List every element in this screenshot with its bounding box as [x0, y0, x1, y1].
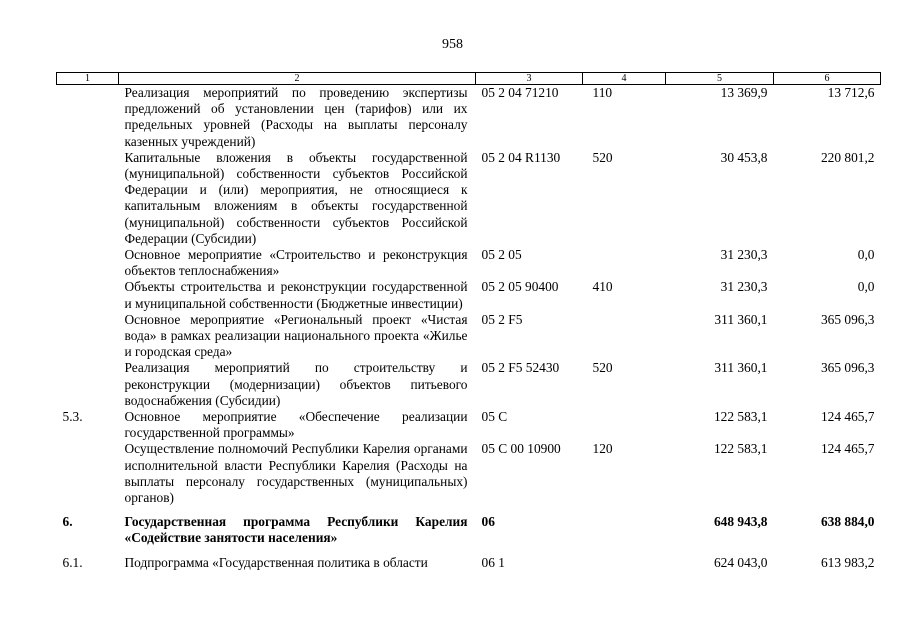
row-name: Государственная программа Республики Карелия «Содействие занятости населения» [124, 514, 468, 546]
row-year-1-amount: 122 583,1 [713, 409, 768, 425]
column-header-expense-type: 4 [583, 73, 666, 85]
table-row [57, 441, 881, 506]
row-year-2-amount: 0,0 [857, 247, 875, 263]
row-number [57, 312, 119, 361]
row-code: 05 2 05 [481, 247, 522, 263]
row-year-1-amount: 31 230,3 [720, 279, 768, 295]
row-name: Основное мероприятие «Обеспечение реализации государственной программы» [124, 409, 468, 441]
row-number: 5.3. [62, 409, 83, 425]
row-year-2-amount: 0,0 [857, 279, 875, 295]
table-row [57, 409, 881, 441]
row-year-2-amount: 365 096,3 [820, 360, 875, 376]
column-header-year-1-amount: 5 [666, 73, 774, 85]
row-number: 6. [62, 514, 73, 530]
row-number [57, 247, 119, 279]
table-row [57, 85, 881, 150]
row-expense-type: 520 [592, 360, 613, 376]
budget-table [56, 72, 881, 571]
row-name: Объекты строительства и реконструкции государственной и муниципальной собственности (Бюджетные инвестиции) [124, 279, 468, 311]
row-year-2-amount: 613 983,2 [820, 554, 875, 570]
row-name: Основное мероприятие «Строительство и реконструкция объектов теплоснабжения» [124, 247, 468, 279]
row-number [57, 150, 119, 247]
row-year-1-amount: 311 360,1 [714, 311, 768, 327]
row-code: 05 С 00 10900 [481, 441, 561, 457]
table-row [57, 150, 881, 247]
row-expense-type: 120 [592, 441, 613, 457]
row-number [57, 360, 119, 409]
row-code: 05 2 F5 52430 [481, 360, 560, 376]
row-expense-type: 410 [592, 279, 613, 295]
table-row [57, 279, 881, 311]
row-expense-type [583, 547, 666, 571]
row-year-2-amount: 365 096,3 [820, 311, 875, 327]
row-name: Реализация мероприятий по проведению экспертизы предложений об установлении цен (тарифов) или их предельных уровней (Расходы на выплаты персоналу казенных учреждений) [124, 85, 468, 149]
row-name: Основное мероприятие «Региональный проект «Чистая вода» в рамках реализации национального проекта «Жилье и городская среда» [124, 311, 468, 360]
row-number: 6.1. [62, 554, 83, 570]
row-name: Подпрограмма «Государственная политика в области [124, 554, 428, 570]
table-row [57, 506, 881, 546]
row-code: 05 2 04 R1130 [481, 149, 561, 165]
row-name: Капитальные вложения в объекты государственной (муниципальной) собственности субъектов Российской Федерации и (или) мероприятия, не относящиеся к капитальным вложениям в объекты государственной (муниципальной) собственности субъектов Российской Федерации (Субсидии) [124, 149, 468, 246]
row-year-2-amount: 220 801,2 [820, 149, 875, 165]
row-code: 05 С [481, 409, 508, 425]
row-number [57, 279, 119, 311]
row-expense-type: 520 [592, 149, 613, 165]
column-header-number: 1 [57, 73, 119, 85]
row-year-1-amount: 13 369,9 [720, 85, 768, 100]
row-year-2-amount: 13 712,6 [827, 85, 875, 100]
table-row [57, 360, 881, 409]
row-year-2-amount: 124 465,7 [820, 441, 875, 457]
row-number [57, 441, 119, 506]
row-expense-type [583, 247, 666, 279]
row-code: 05 2 05 90400 [481, 279, 559, 295]
row-year-2-amount: 124 465,7 [820, 409, 875, 425]
row-name: Реализация мероприятий по строительству и реконструкции (модернизации) объектов питьевого водоснабжения (Субсидии) [124, 360, 468, 408]
row-year-2-amount: 638 884,0 [820, 514, 875, 530]
row-year-1-amount: 30 453,8 [720, 149, 768, 165]
row-year-1-amount: 122 583,1 [713, 441, 768, 457]
row-year-1-amount: 624 043,0 [713, 554, 768, 570]
row-code: 05 2 F5 [481, 311, 523, 327]
column-header-year-2-amount: 6 [774, 73, 881, 85]
row-number [57, 85, 119, 150]
page-number: 958 [442, 37, 463, 52]
row-year-1-amount: 311 360,1 [714, 360, 768, 376]
table-row [57, 247, 881, 279]
table-header-row [57, 73, 881, 85]
row-expense-type [583, 506, 666, 546]
table-row [57, 547, 881, 571]
row-expense-type: 110 [592, 85, 613, 100]
row-year-1-amount: 31 230,3 [720, 247, 768, 263]
row-name: Осуществление полномочий Республики Карелия органами исполнительной власти Республики Карелия (Расходы на выплаты персоналу государственных (муниципальных) органов) [124, 441, 468, 506]
column-header-code: 3 [476, 73, 583, 85]
row-code: 06 1 [481, 554, 505, 570]
table-row [57, 312, 881, 361]
row-code: 06 [481, 514, 495, 530]
row-year-1-amount: 648 943,8 [713, 514, 768, 530]
row-expense-type [583, 312, 666, 361]
row-code: 05 2 04 71210 [481, 85, 559, 100]
column-header-name: 2 [119, 73, 476, 85]
row-expense-type [583, 409, 666, 441]
